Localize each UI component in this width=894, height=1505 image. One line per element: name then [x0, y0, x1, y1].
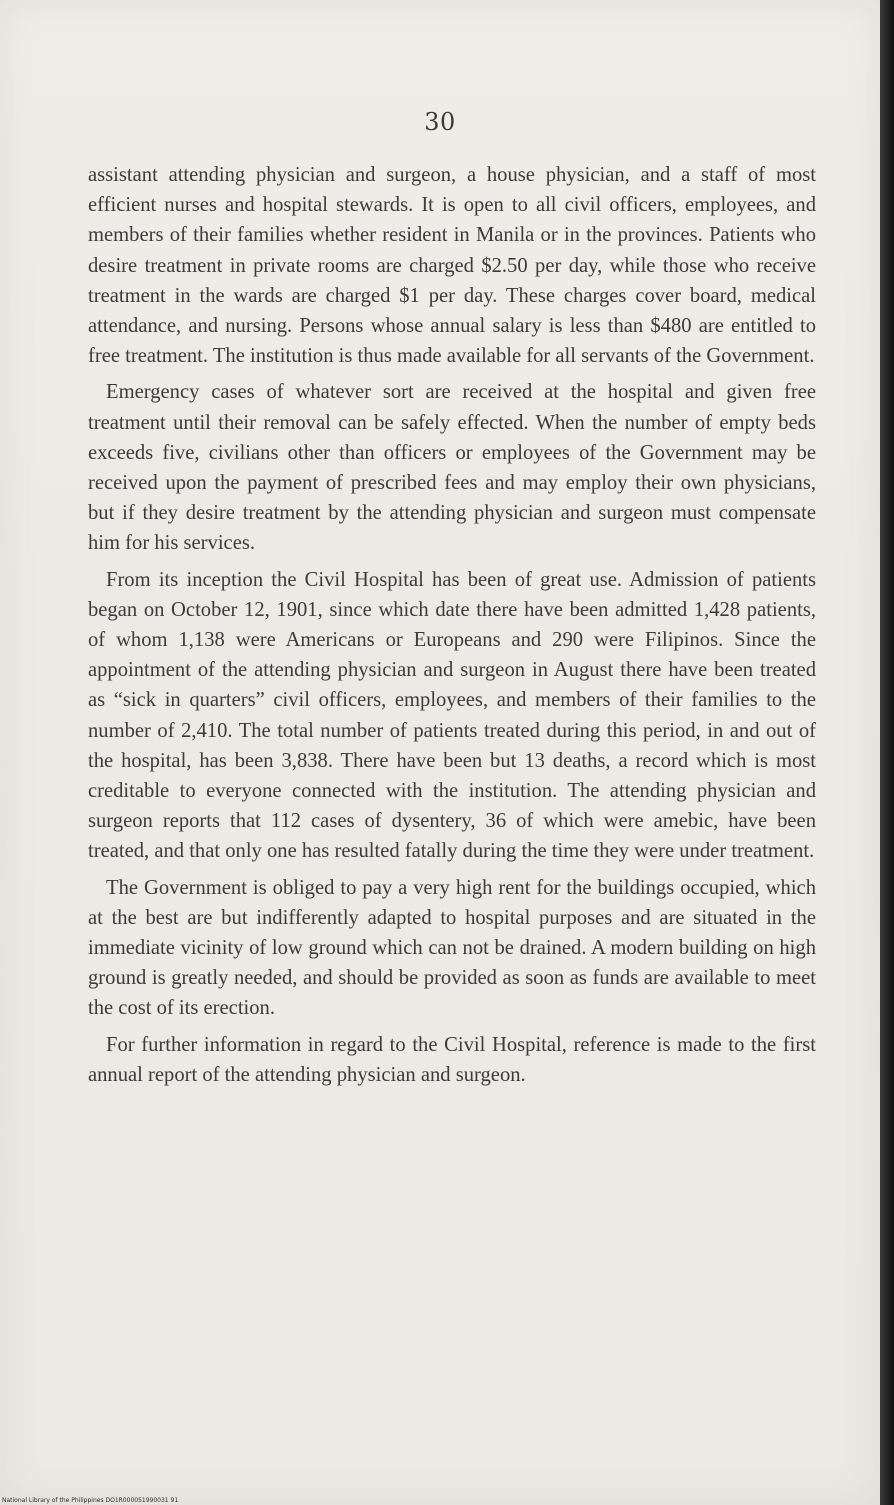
paragraph-2: Emergency cases of whatever sort are received at the hospital and given free treatment until their removal can be safely effected. When the number of empty beds exceeds five, civilians other than officers or employees of the Government may be received upon the payment of prescribed fees and may employ their own physicians, but if they desire treatment by the attending physician and surgeon must compensate him for his services.	[88, 381, 816, 555]
paragraph-3: From its inception the Civil Hospital has been of great use. Admission of patients began on October 12, 1901, since which date there have been admitted 1,428 patients, of whom 1,138 were Americans or Europeans and 290 were Filipinos. Since the appointment of the attending physician and surgeon in August there have been treated as “sick in quarters” civil officers, employees, and members of their families to the number of 2,410. The total number of patients treated during this period, in and out of the hospital, has been 3,838. There have been but 13 deaths, a record which is most creditable to everyone connected with the institution. The attending physician and surgeon reports that 112 cases of dysentery, 36 of which were amebic, have been treated, and that only one has resulted fatally during the time they were under treatment.	[88, 568, 816, 863]
body-text	[88, 160, 816, 1096]
page-number: 30	[424, 108, 456, 136]
paragraph-1: assistant attending physician and surgeon, a house physician, and a staff of most efficient nurses and hospital stewards. It is open to all civil officers, employees, and members of their families whether resident in Manila or in the provinces. Patients who desire treatment in private rooms are charged $2.50 per day, while those who receive treatment in the wards are charged $1 per day. These charges cover board, medical attendance, and nursing. Persons whose annual salary is less than $480 are entitled to free treatment. The institution is thus made available for all servants of the Government.	[88, 164, 816, 368]
paragraph-5: For further information in regard to the Civil Hospital, reference is made to the first annual report of the attending physician and surgeon.	[88, 1033, 816, 1086]
paragraph-4: The Government is obliged to pay a very high rent for the buildings occupied, which at the best are but indifferently adapted to hospital purposes and are situated in the immediate vicinity of low ground which can not be drained. A modern building on high ground is greatly needed, and should be provided as soon as funds are available to meet the cost of its erection.	[88, 876, 816, 1020]
scan-credit: National Library of the Philippines DO1R000051990031 91	[2, 1497, 179, 1504]
scan-edge	[880, 0, 894, 1505]
